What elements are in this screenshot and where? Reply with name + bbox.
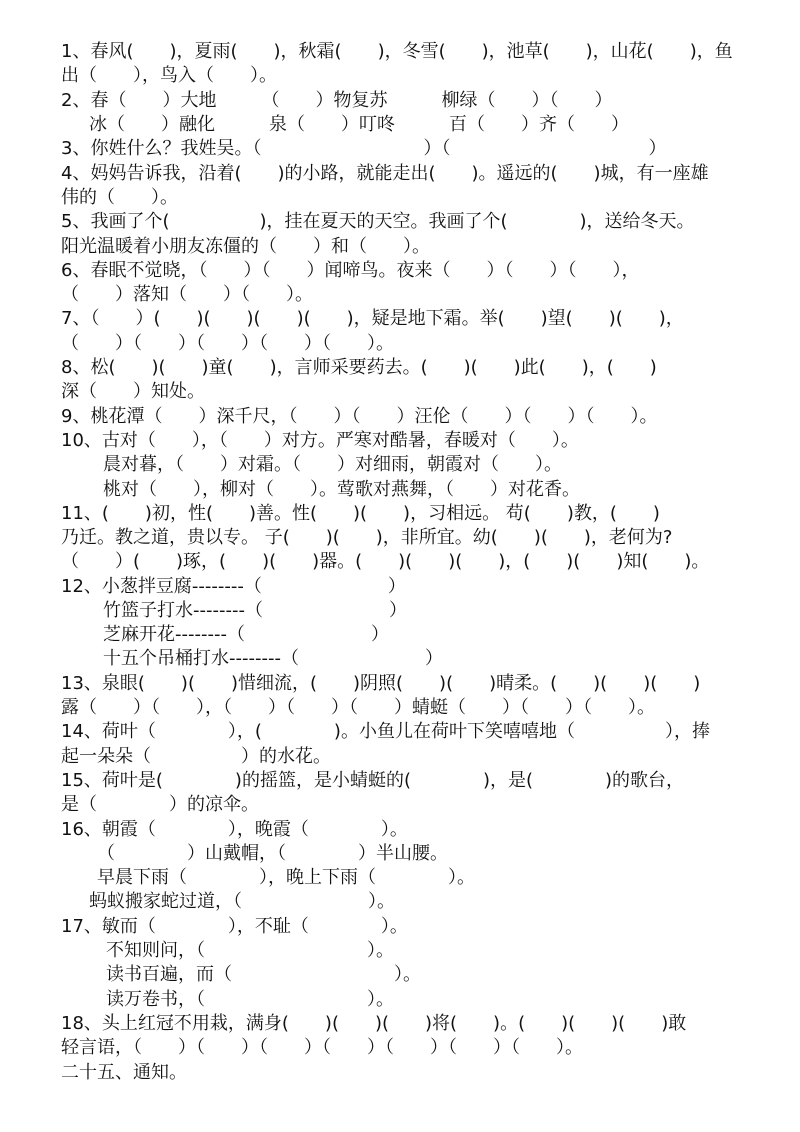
text-line: 5、我画了个( )，挂在夏天的天空。我画了个( )，送给冬天。 (61, 211, 695, 232)
text-line: 阳光温暖着小朋友冻僵的（ ）和（ ）。 (61, 236, 430, 257)
text-line: 8、松( )( )童( )，言师采要药去。( )( )此( )，( ) (61, 357, 657, 378)
text-line: 1、春风( )，夏雨( )，秋霜( )，冬雪( )，池草( )，山花( )，鱼 (61, 41, 733, 62)
text-line: 2、春（ ）大地 （ ）物复苏 柳绿（ ）（ ） (61, 90, 613, 111)
text-line: 4、妈妈告诉我，沿着( )的小路，就能走出( )。遥远的( )城，有一座雄 (61, 163, 709, 184)
text-line: 轻言语，（ ）（ ）（ ）（ ）（ ）（ ）（ ）。 (61, 1037, 583, 1058)
text-line: 读书百遍，而（ ）。 (106, 964, 421, 985)
text-line: 不知则问，（ ）。 (106, 940, 394, 961)
text-line: 是（ ）的凉伞。 (61, 794, 259, 815)
text-line: 13、泉眼( )( )惜细流，( )阴照( )( )晴柔。( )( )( ) (61, 673, 701, 694)
text-line: 蚂蚁搬家蛇过道，（ ）。 (89, 891, 395, 912)
text-line: 9、桃花潭（ ）深千尺，（ ）（ ）汪伦（ ）（ ）（ ）。 (61, 406, 658, 427)
text-line: 出（ ），鸟入（ ）。 (61, 65, 277, 86)
text-line: 乃迁。教之道，贵以专。 子( )( )，非所宜。幼( )( )，老何为? (61, 527, 673, 548)
text-line: 十五个吊桶打水--------（ ） (103, 648, 443, 669)
text-line: 露（ ）（ ），（ ）（ ）（ ）蜻蜓（ ）（ ）（ ）。 (61, 697, 655, 718)
text-line: 晨对暮，（ ）对霜。（ ）对细雨，朝霞对（ ）。 (103, 454, 562, 475)
text-line: 7、（ ）( )( )( )( )，疑是地下霜。举( )望( )( )， (61, 308, 684, 329)
text-line: 12、小葱拌豆腐--------（ ） (61, 576, 406, 597)
text-line: 3、你姓什么？我姓吴。（ ）（ ） (61, 138, 667, 159)
text-line: 桃对（ ），柳对（ ）。莺歌对燕舞，（ ）对花香。 (103, 479, 580, 500)
text-line: （ ）（ ）（ ）（ ）（ ）。 (61, 333, 394, 354)
text-line: 芝麻开花--------（ ） (103, 624, 389, 645)
text-line: 二十五、通知。 (61, 1062, 187, 1083)
text-line: 早晨下雨（ ），晚上下雨（ ）。 (97, 867, 475, 888)
text-line: 竹篮子打水--------（ ） (103, 600, 407, 621)
text-line: 10、古对（ ），（ ）对方。严寒对酷暑，春暖对（ ）。 (61, 430, 579, 451)
text-line: 16、朝霞（ ），晚霞（ ）。 (61, 819, 408, 840)
text-line: 起一朵朵（ ）的水花。 (61, 746, 331, 767)
text-line: （ ）山戴帽，（ ）半山腰。 (97, 843, 448, 864)
text-line: 6、春眠不觉晓，（ ）（ ）闻啼鸟。夜来（ ）（ ）（ ）， (61, 260, 640, 281)
text-line: 14、荷叶（ ），( )。小鱼儿在荷叶下笑嘻嘻地（ ），捧 (61, 721, 710, 742)
text-line: （ ）落知（ ）（ ）。 (61, 284, 313, 305)
text-line: （ ）( )琢，( )( )器。( )( )( )，( )( )知( )。 (61, 551, 710, 572)
text-line: 伟的（ ）。 (61, 187, 178, 208)
text-line: 深（ ）知处。 (61, 381, 205, 402)
text-line: 11、( )初，性( )善。性( )( )，习相远。 苟( )教，( ) (61, 503, 660, 524)
text-line: 18、头上红冠不用栽，满身( )( )( )将( )。( )( )( )敢 (61, 1013, 687, 1034)
text-line: 冰（ ）融化 泉（ ）叮咚 百（ ）齐（ ） (89, 114, 629, 135)
text-line: 15、荷叶是( )的摇篮，是小蜻蜓的( )，是( )的歌台， (61, 770, 685, 791)
text-line: 17、敏而（ ），不耻（ ）。 (61, 916, 408, 937)
text-line: 读万卷书，（ ）。 (106, 989, 394, 1010)
